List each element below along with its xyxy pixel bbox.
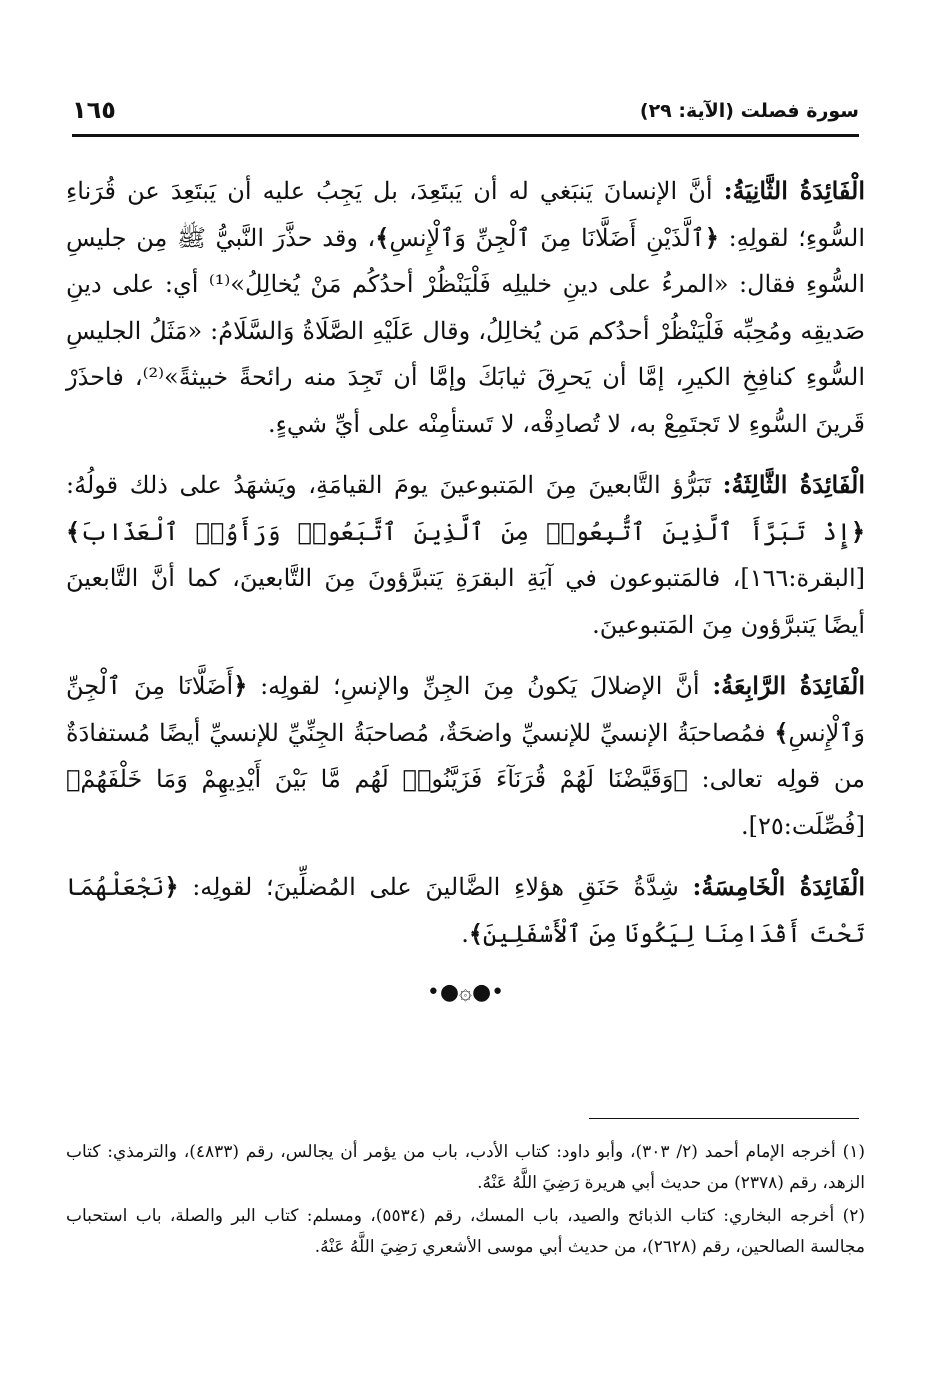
quran-open-brace: ﴿: [850, 516, 865, 546]
quran-verse: ٱلَّذَيْنِ أَضَلَّانَا مِنَ ٱلْجِنِّ وَٱلْإِنسِ: [389, 223, 705, 252]
quran-verse: إِذْ تَبَرَّأَ ٱلَّذِينَ ٱتُّبِعُوا۟ مِنَ ٱلَّذِينَ ٱتَّبَعُوا۟ وَرَأَوُا۟ ٱلْعَذَابَ: [80, 517, 851, 546]
quran-verse: أَضَلَّانَا مِنَ ٱلْجِنِّ وَٱلْإِنسِ: [66, 672, 865, 747]
footnote-2: (٢) أخرجه البخاري: كتاب الذبائح والصيد، باب المسك، رقم (٥٥٣٤)، ومسلم: كتاب البر والصلة، باب استحباب مجالسة الصالحين، رقم (٢٦٢٨)، من حديث أبي موسى الأشعري رَضِيَ اللَّهُ عَنْهُ.: [66, 1206, 865, 1257]
paragraph-benefit-4: [66, 663, 865, 849]
paragraph-heading: الْفَائِدَةُ الرَّابِعَةُ:: [712, 671, 866, 700]
page-number: ١٦٥: [72, 96, 116, 124]
paragraph-heading: الْفَائِدَةُ الْخَامِسَةُ:: [692, 872, 865, 901]
paragraph-heading: الْفَائِدَةُ الثَّالِثَةُ:: [722, 470, 865, 499]
quran-close-brace: ﴾: [66, 516, 81, 546]
section-divider-ornament: •●۞●•: [426, 980, 505, 1005]
paragraph-text: شِدَّةُ حَنَقِ هؤلاءِ الضَّالينَ على المُضلِّينَ؛ لقولِه:: [178, 873, 693, 901]
paragraph-rest: ، وقد حذَّرَ النَّبيُّ ﷺ مِن جليسِ السُّوءِ فقال: «المرءُ على دينِ خليلِه فَلْيَنْظُرْ أحدُكُم مَنْ يُخالِلُ»⁽¹⁾ أي: على دينِ صَديقِه ومُحِبِّه فَلْيَنْظُرْ أحدُكم مَن يُخالِلُ، وقال عَلَيْهِ الصَّلَاةُ وَالسَّلَامُ: «مَثَلُ الجليسِ السُّوءِ كنافِخِ الكيرِ، إمَّا أن يَحرِقَ ثيابَكَ وإمَّا أن تَجِدَ منه رائحةً خبيثةً»⁽²⁾، فاحذَرْ قَرينَ السُّوءِ لا تَجتَمِعْ به، لا تُصادِقْه، لا تَستأمِنْه على أيِّ شيءٍ.: [66, 223, 866, 438]
page-header: [72, 96, 859, 136]
paragraph-text: أنَّ الإضلالَ يَكونُ مِنَ الجِنِّ والإنسِ؛ لقولِه:: [247, 672, 713, 700]
quran-close-brace: ﴾: [375, 222, 390, 252]
body-text: [66, 168, 865, 972]
paragraph-rest: [البقرة:١٦٦]، فالمَتبوعون في آيَةِ البقرَةِ يَتبرَّؤونَ مِنَ التَّابعينَ، كما أنَّ التَّابعينَ أيضًا يَتبرَّؤون مِنَ المَتبوعينَ.: [66, 564, 865, 639]
paragraph-benefit-3: [66, 462, 865, 648]
paragraph-benefit-2: [66, 168, 865, 447]
paragraph-rest: فمُصاحبَةُ الإنسيِّ للإنسيِّ واضحَةٌ، مُصاحبَةُ الجِنِّيِّ للإنسيِّ أيضًا مُستفادَةٌ من قولِه تعالى: ﴿وَقَيَّضْنَا لَهُمْ قُرَنَآءَ فَزَيَّنُوا۟ لَهُم مَّا بَيْنَ أَيْدِيهِمْ وَمَا خَلْفَهُمْ﴾ [فُصِّلَت:٢٥].: [66, 718, 865, 840]
footnote-1: (١) أخرجه الإمام أحمد (٢/ ٣٠٣)، وأبو داود: كتاب الأدب، باب من يؤمر أن يجالس، رقم (٤٨٣٣)، والترمذي: كتاب الزهد، رقم (٢٣٧٨) من حديث أبي هريرة رَضِيَ اللَّهُ عَنْهُ.: [66, 1142, 865, 1193]
paragraph-text: أنَّ الإنسانَ يَنبَغي له أن يَبتَعِدَ، بل يَجِبُ عليه أن يَبتَعِدَ عن قُرَناءِ السُّوءِ؛ لقولِهِ:: [66, 177, 865, 252]
footnote-rule: [589, 1118, 859, 1119]
paragraph-rest: .: [461, 919, 469, 948]
paragraph-text: تَبَرُّؤ التَّابعينَ مِنَ المَتبوعينَ يومَ القيامَةِ، ويَشهَدُ على ذلك قولُهُ:: [66, 471, 723, 499]
quran-close-brace: ﴾: [774, 717, 789, 747]
quran-open-brace: ﴿: [704, 222, 719, 252]
header-rule: [72, 134, 859, 137]
quran-open-brace: ﴿: [164, 872, 179, 901]
paragraph-benefit-5: [66, 864, 865, 957]
quran-verse: نَجْعَلْهُمَا تَحْتَ أَقْدَامِنَا لِيَكُونَا مِنَ ٱلْأَسْفَلِينَ: [66, 873, 865, 948]
paragraph-heading: الْفَائِدَةُ الثَّانِيَةُ:: [723, 176, 865, 205]
quran-open-brace: ﴿: [233, 671, 248, 700]
quran-close-brace: ﴾: [468, 918, 483, 948]
footnotes: [66, 1137, 865, 1265]
running-title: سورة فصلت (الآية: ٢٩): [639, 100, 859, 122]
